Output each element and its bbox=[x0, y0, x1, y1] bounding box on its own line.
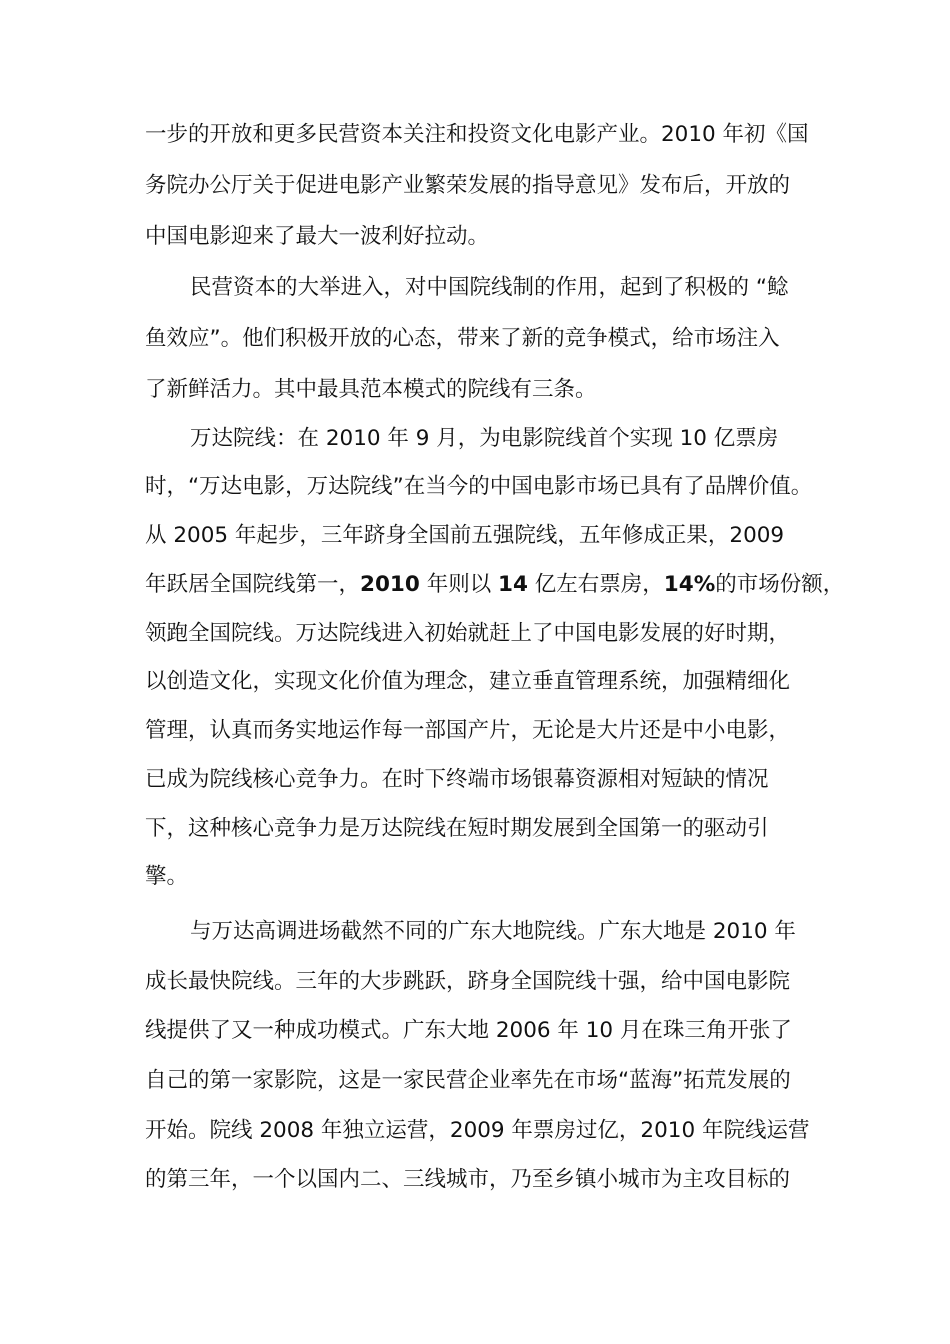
bold-number: 14% bbox=[663, 572, 716, 597]
paragraph-3-line-5: 领跑全国院线。万达院线进入初始就赶上了中国电影发展的好时期， bbox=[145, 621, 791, 646]
bold-number: 2010 bbox=[360, 572, 420, 597]
paragraph-4-line-4: 自己的第一家影院，这是一家民营企业率先在市场“蓝海”拓荒发展的 bbox=[145, 1068, 791, 1093]
line-segment: 年则以 bbox=[419, 572, 499, 597]
paragraph-4-line-2: 成长最快院线。三年的大步跳跃，跻身全国院线十强，给中国电影院 bbox=[145, 969, 791, 994]
paragraph-3-line-3: 从 2005 年起步，三年跻身全国前五强院线，五年修成正果，2009 bbox=[145, 523, 785, 548]
paragraph-3-line-4 bbox=[145, 567, 845, 603]
paragraph-4-line-1: 与万达高调进场截然不同的广东大地院线。广东大地是 2010 年 bbox=[190, 919, 796, 944]
paragraph-1-line-2: 务院办公厅关于促进电影产业繁荣发展的指导意见》发布后，开放的 bbox=[145, 173, 791, 198]
paragraph-3-line-6: 以创造文化，实现文化价值为理念，建立垂直管理系统，加强精细化 bbox=[145, 669, 791, 694]
line-segment: 亿左右票房， bbox=[527, 572, 664, 597]
paragraph-3-line-7: 管理，认真而务实地运作每一部国产片，无论是大片还是中小电影， bbox=[145, 718, 791, 743]
paragraph-2-line-2: 鱼效应”。他们积极开放的心态，带来了新的竞争模式，给市场注入 bbox=[145, 326, 780, 351]
paragraph-2-line-1: 民营资本的大举进入，对中国院线制的作用，起到了积极的 “鲶 bbox=[190, 275, 789, 300]
paragraph-3-line-1: 万达院线：在 2010 年 9 月，为电影院线首个实现 10 亿票房 bbox=[190, 426, 779, 451]
paragraph-4-line-6: 的第三年，一个以国内二、三线城市，乃至乡镇小城市为主攻目标的 bbox=[145, 1167, 791, 1192]
line-segment: 年跃居全国院线第一， bbox=[145, 572, 361, 597]
paragraph-2-line-3: 了新鲜活力。其中最具范本模式的院线有三条。 bbox=[145, 377, 597, 402]
paragraph-4-line-5: 开始。院线 2008 年独立运营，2009 年票房过亿，2010 年院线运营 bbox=[145, 1118, 810, 1143]
paragraph-1-line-3: 中国电影迎来了最大一波利好拉动。 bbox=[145, 224, 490, 249]
paragraph-1-line-1: 一步的开放和更多民营资本关注和投资文化电影产业。2010 年初《国 bbox=[145, 122, 809, 147]
line-segment: 的市场份额， bbox=[715, 572, 845, 597]
paragraph-3-line-10: 擎。 bbox=[145, 864, 189, 889]
paragraph-4-line-3: 线提供了又一种成功模式。广东大地 2006 年 10 月在珠三角开张了 bbox=[145, 1018, 792, 1043]
paragraph-3-line-2: 时，“万达电影，万达院线”在当今的中国电影市场已具有了品牌价值。 bbox=[145, 474, 813, 499]
paragraph-3-line-9: 下，这种核心竞争力是万达院线在短时期发展到全国第一的驱动引 bbox=[145, 816, 769, 841]
bold-number: 14 bbox=[498, 572, 528, 597]
paragraph-3-line-8: 已成为院线核心竞争力。在时下终端市场银幕资源相对短缺的情况 bbox=[145, 767, 769, 792]
